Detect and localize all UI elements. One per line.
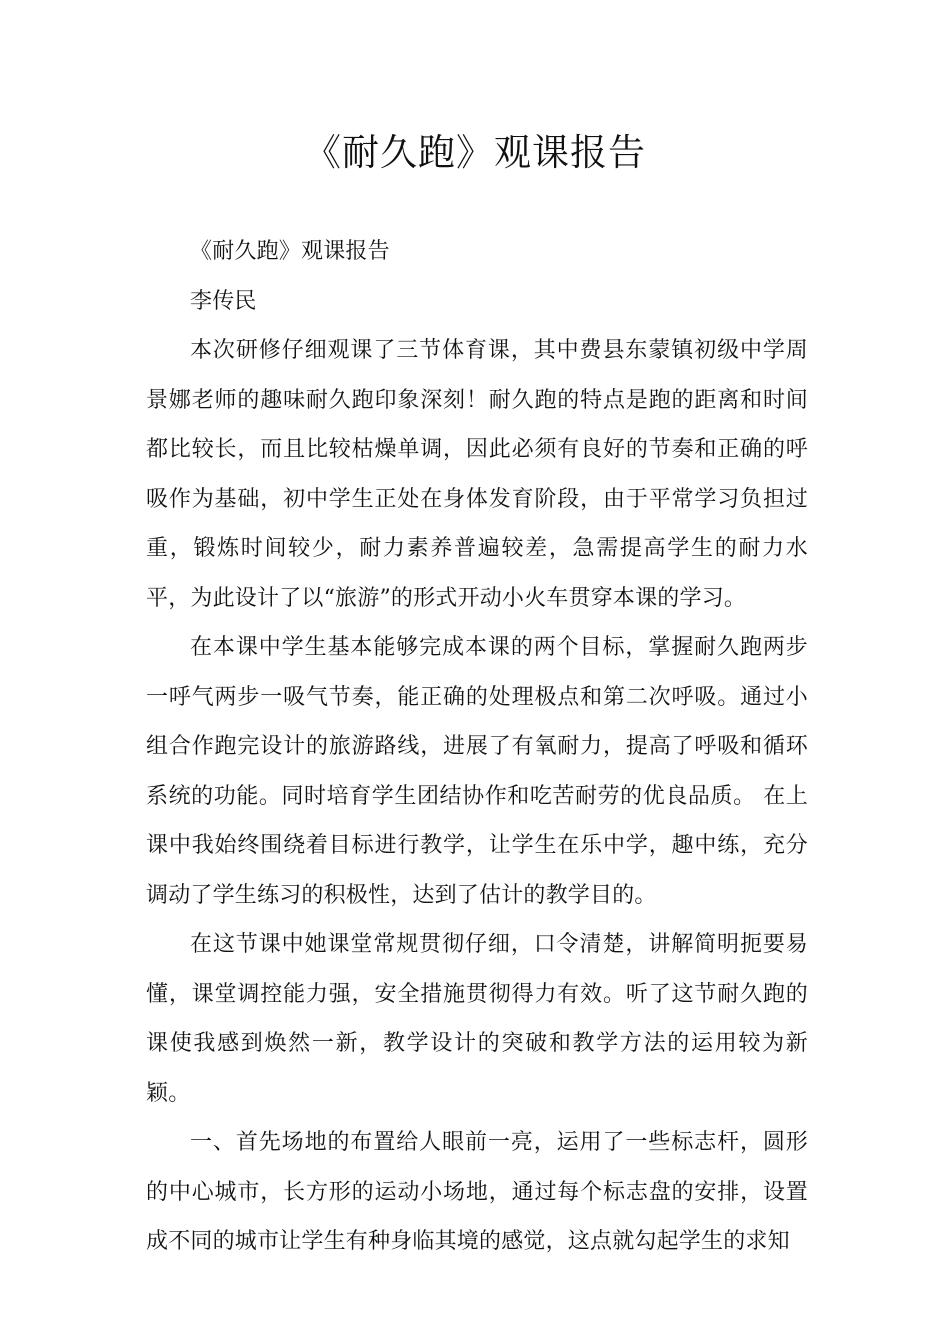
paragraph-evaluation: 在这节课中她课堂常规贯彻仔细，口令清楚，讲解简明扼要易懂，课堂调控能力强，安全措施贯彻得力有效。听了这节耐久跑的课使我感到焕然一新，教学设计的突破和教学方法的运用较为新颖。 xyxy=(146,932,808,1106)
paragraph-intro: 本次研修仔细观课了三节体育课，其中费县东蒙镇初级中学周景娜老师的趣味耐久跑印象深刻！耐久跑的特点是跑的距离和时间都比较长，而且比较枯燥单调，因此必须有良好的节奏和正确的呼吸作为基础，初中学生正处在身体发育阶段，由于平常学习负担过重，锻炼时间较少，耐力素养普遍较差，急需提高学生的耐力水平，为此设计了以“旅游”的形式开动小火车贯穿本课的学习。 xyxy=(146,338,808,611)
document-body xyxy=(146,227,808,1267)
paragraph-author: 李传民 xyxy=(190,288,257,314)
paragraph-goals: 在本课中学生基本能够完成本课的两个目标，掌握耐久跑两步一呼气两步一吸气节奏，能正确的处理极点和第二次呼吸。通过小组合作跑完设计的旅游路线，进展了有氧耐力，提高了呼吸和循环系统的功能。同时培育学生团结协作和吃苦耐劳的优良品质。 在上课中我始终围绕着目标进行教学，让学生在乐中学，趣中练，充分调动了学生练习的积极性，达到了估计的教学目的。 xyxy=(146,635,808,908)
document-title: 《耐久跑》观课报告 xyxy=(304,131,646,174)
paragraph-point-one: 一、首先场地的布置给人眼前一亮，运用了一些标志杆，圆形的中心城市，长方形的运动小场地，通过每个标志盘的安排，设置成不同的城市让学生有种身临其境的感觉，这点就勾起学生的求知 xyxy=(146,1130,808,1254)
paragraph-subtitle: 《耐久跑》观课报告 xyxy=(190,239,390,264)
